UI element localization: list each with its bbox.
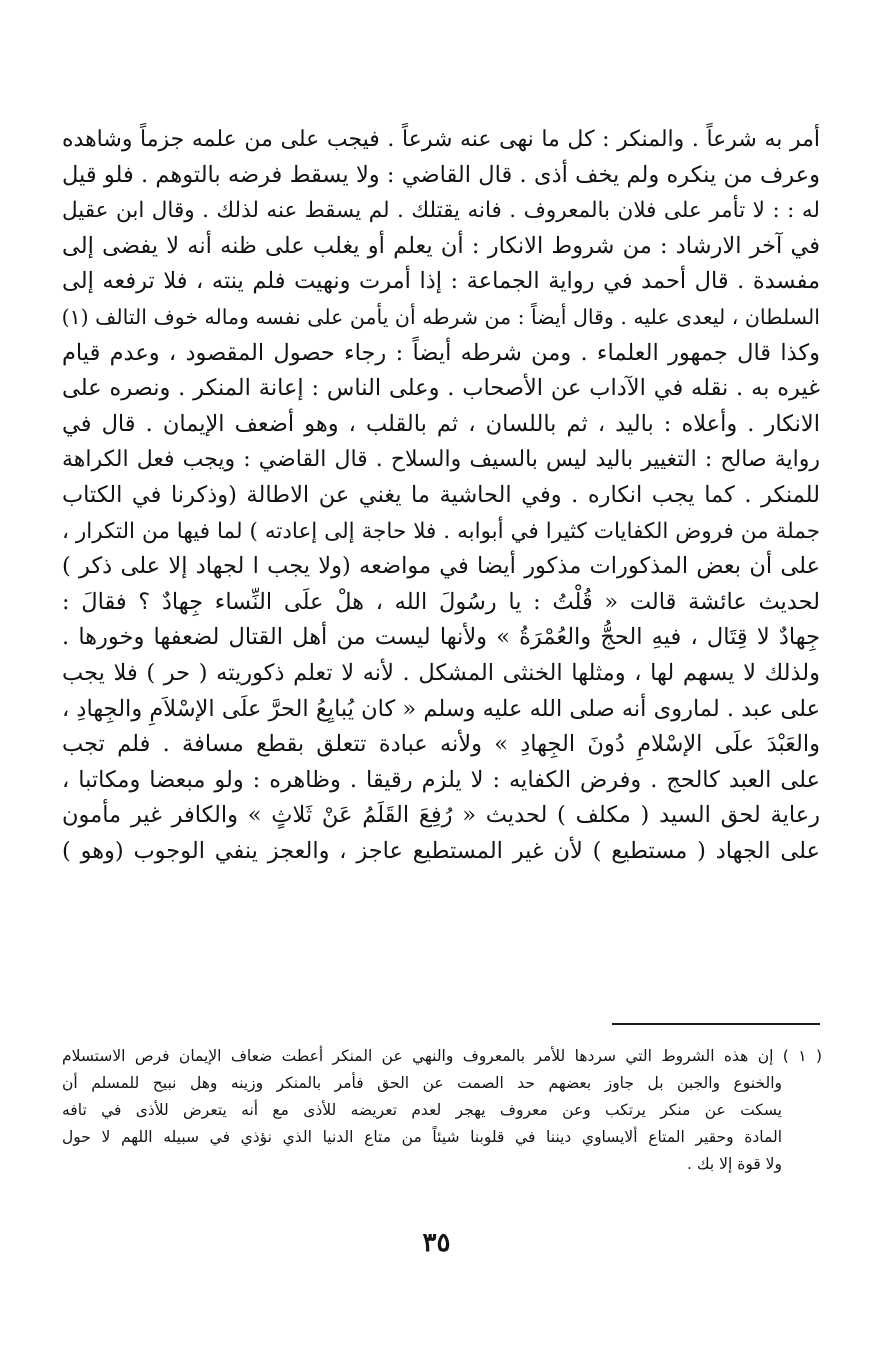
text-line: لحديث عائشة قالت « قُلْتُ : يا رسُولَ الله ، هلْ علَى النِّساء جِهادٌ ؟ فقالَ : [62,588,820,615]
text-line: على العبد كالحج . وفرض الكفايه : لا يلزم رقيقا . وظاهره : ولو مبعضا ومكاتبا ، [62,766,820,793]
text-line: على عبد . لماروى أنه صلى الله عليه وسلم « كان يُبايِعُ الحرَّ علَى الإسْلاَمِ والجِهادِ ، [62,695,820,722]
main-text-block [62,122,820,869]
text-line: مفسدة . قال أحمد في رواية الجماعة : إذا أمرت ونهيت فلم ينته ، فلا ترفعه إلى [62,268,820,295]
text-line: في آخر الارشاد : من شروط الانكار : أن يعلم أو يغلب على ظنه أنه لا يفضى إلى [62,232,820,259]
footnote-block [62,1043,822,1178]
text-line: وعرف من ينكره ولم يخف أذى . قال القاضي : ولا يسقط فرضه بالتوهم . فلو قيل [62,161,820,188]
text-line: على الجهاد ( مستطيع ) لأن غير المستطيع عاجز ، والعجز ينفي الوجوب (وهو ) [62,837,820,864]
text-line: ولذلك لا يسهم لها ، ومثلها الخنثى المشكل . لأنه لا تعلم ذكوريته ( حر ) فلا يجب [62,659,820,686]
text-line: له : : لا تأمر على فلان بالمعروف . فانه يقتلك . لم يسقط عنه لذلك . وقال ابن عقيل [62,198,820,224]
text-line: الانكار . وأعلاه : باليد ، ثم باللسان ، ثم بالقلب ، وهو أضعف الإيمان . قال في [62,410,820,437]
text-line: جِهادٌ لا قِتَال ، فيهِ الحجُّ والعُمْرَةُ » ولأنها ليست من أهل القتال لضعفها وخورها . [62,624,820,651]
text-line: رعاية لحق السيد ( مكلف ) لحديث « رُفِعَ القَلَمُ عَنْ ثَلاثٍ » والكافر غير مأمون [62,802,820,829]
text-line: على أن بعض المذكورات مذكور أيضا في مواضعه (ولا يجب ا لجهاد إلا على ذكر ) [62,553,820,580]
text-line: رواية صالح : التغيير باليد ليس بالسيف والسلاح . قال القاضي : ويجب فعل الكراهة [62,447,820,473]
text-line: غيره به . نقله في الآداب عن الأصحاب . وعلى الناس : إعانة المنكر . ونصره على [62,375,820,402]
text-line: السلطان ، ليعدى عليه . وقال أيضاً : من شرطه أن يأمن على نفسه وماله خوف التالف (١) [61,304,820,329]
page-number: ٣٥ [422,1228,451,1258]
footnote-line: يسكت عن منكر يرتكب وعن معروف يهجر لعدم تعريضه للأذى مع أنه يتعرض للأذى في تافه [62,1101,782,1119]
text-line: وكذا قال جمهور العلماء . ومن شرطه أيضاً : رجاء حصول المقصود ، وعدم قيام [62,339,820,366]
footnote-line: ( ١ ) إن هذه الشروط التي سردها للأمر بالمعروف والنهي عن المنكر أعطت ضعاف الإيمان فرص الاستسلام [62,1047,822,1065]
footnote-separator [612,1023,820,1025]
text-line: جملة من فروض الكفايات كثيرا في أبوابه . فلا حاجة إلى إعادته ) لما فيها من التكرار ، [62,518,820,544]
text-line: أمر به شرعاً . والمنكر : كل ما نهى عنه شرعاً . فيجب على من علمه جزماً وشاهده [62,127,820,152]
text-line: والعَبْدَ علَى الإسْلامِ دُونَ الجِهادِ » ولأنه عبادة تتعلق بقطع مسافة . فلم تجب [62,731,820,758]
text-line: للمنكر . كما يجب انكاره . وفي الحاشية ما يغني عن الاطالة (وذكرنا في الكتاب [62,481,820,508]
footnote-line: المادة وحقير المتاع ألايساوي ديننا في قلوبنا شيئاً من متاع الدنيا الذي نؤذي في سبيله اللهم لا حول [62,1128,782,1146]
footnote-line: ولا قوة إلا بك . [686,1155,782,1173]
footnote-line: والخنوع والجبن بل جاوز بعضهم حد الصمت عن الحق فأمر بالمنكر وزينه وهل نبيح للمسلم أن [62,1074,782,1092]
